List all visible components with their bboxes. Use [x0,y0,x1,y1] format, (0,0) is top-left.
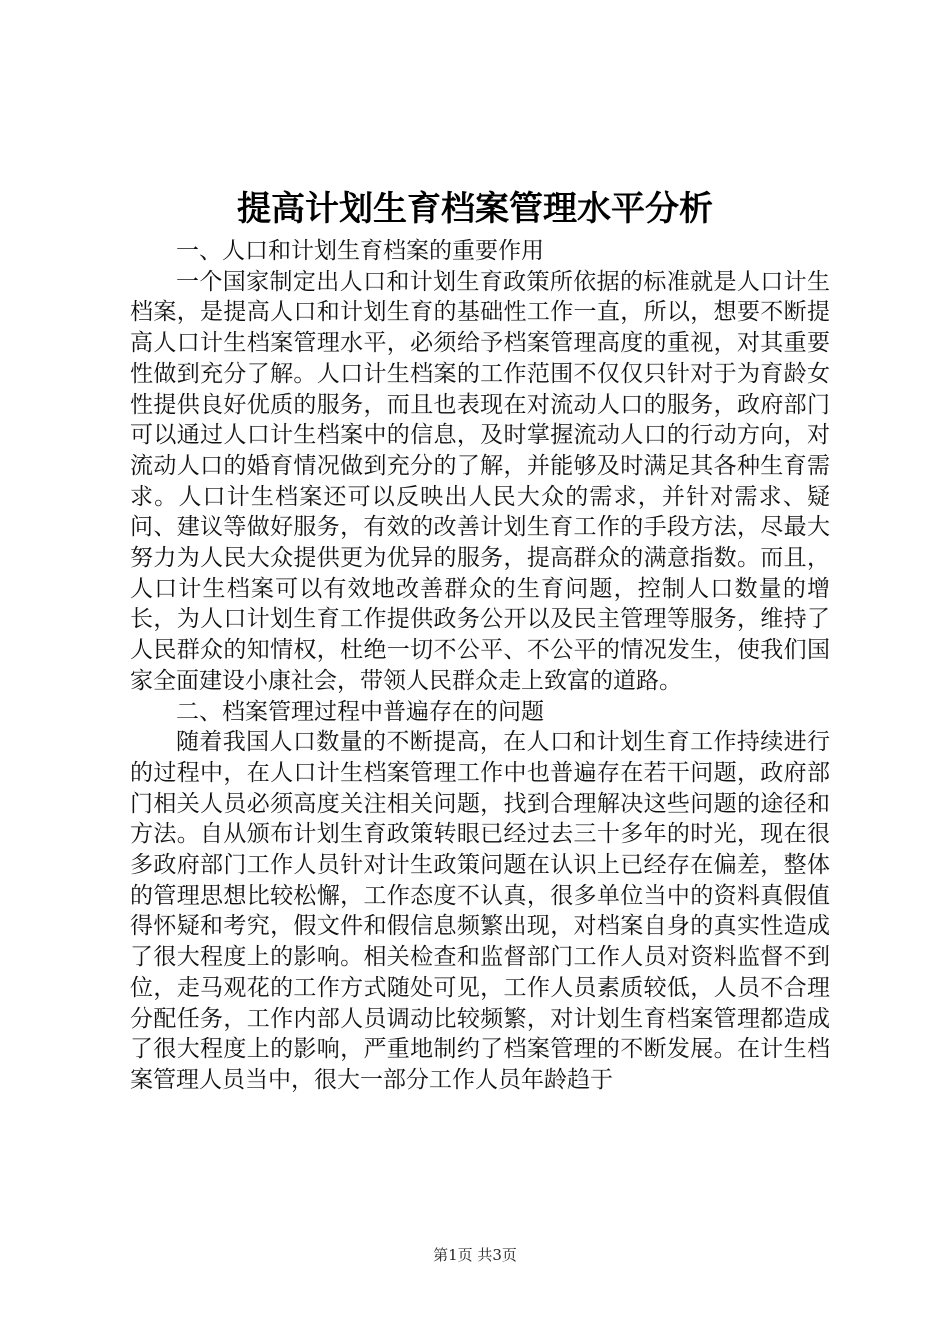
section-heading-1: 一、人口和计划生育档案的重要作用 [176,238,544,264]
paragraph-1: 一个国家制定出人口和计划生育政策所依据的标准就是人口计生档案，是提高人口和计划生育的基础性工作一直，所以，想要不断提高人口计生档案管理水平，必须给予档案管理高度的重视，对其重要性做到充分了解。人口计生档案的工作范围不仅仅只针对于为育龄女性提供良好优质的服务，而且也表现在对流动人口的服务，政府部门可以通过人口计生档案中的信息，及时掌握流动人口的行动方向，对流动人口的婚育情况做到充分的了解，并能够及时满足其各种生育需求。人口计生档案还可以反映出人民大众的需求，并针对需求、疑问、建议等做好服务，有效的改善计划生育工作的手段方法，尽最大努力为人民大众提供更为优异的服务，提高群众的满意指数。而且，人口计生档案可以有效地改善群众的生育问题，控制人口数量的增长，为人口计划生育工作提供政务公开以及民主管理等服务，维持了人民群众的知情权，杜绝一切不公平、不公平的情况发生，使我们国家全面建设小康社会，带领人民群众走上致富的道路。 [130,268,830,694]
page-footer: 第1页 共3页 [433,1246,517,1264]
section-heading-2: 二、档案管理过程中普遍存在的问题 [176,698,544,725]
document-body [130,236,830,1096]
paragraph-2: 随着我国人口数量的不断提高，在人口和计划生育工作持续进行的过程中，在人口计生档案管理工作中也普遍存在若干问题，政府部门相关人员必须高度关注相关问题，找到合理解决这些问题的途径和方法。自从颁布计划生育政策转眼已经过去三十多年的时光，现在很多政府部门工作人员针对计生政策问题在认识上已经存在偏差，整体的管理思想比较松懈，工作态度不认真，很多单位当中的资料真假值得怀疑和考究，假文件和假信息频繁出现，对档案自身的真实性造成了很大程度上的影响。相关检查和监督部门工作人员对资料监督不到位，走马观花的工作方式随处可见，工作人员素质较低，人员不合理分配任务，工作内部人员调动比较频繁，对计划生育档案管理都造成了很大程度上的影响，严重地制约了档案管理的不断发展。在计生档案管理人员当中，很大一部分工作人员年龄趋于 [130,729,830,1093]
document-title: 提高计划生育档案管理水平分析 [237,189,713,229]
